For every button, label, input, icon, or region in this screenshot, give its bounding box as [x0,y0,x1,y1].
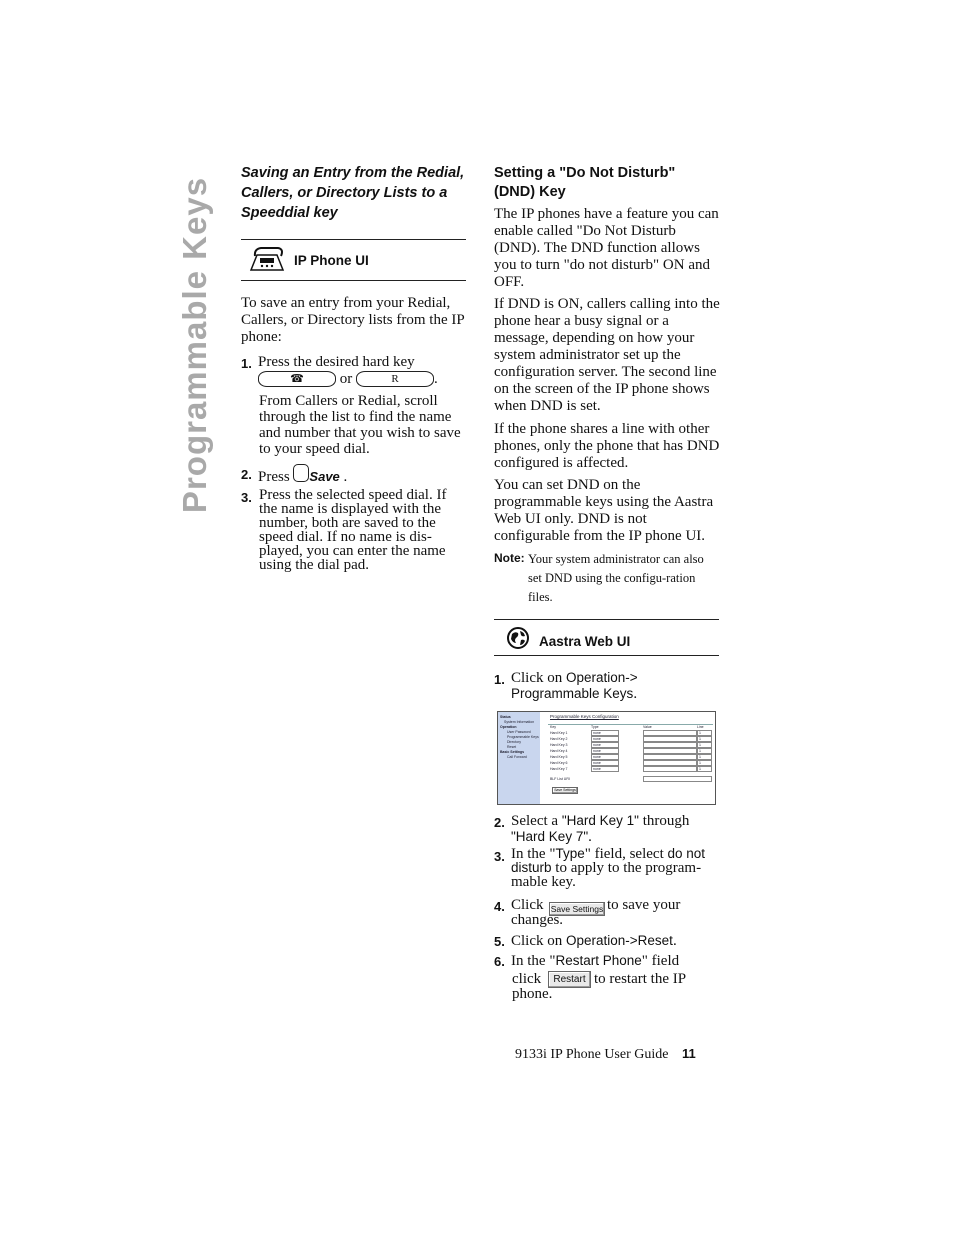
note-text: Your system administrator can also set DND using the configu-ration files. [528,552,704,604]
web-step4-rest-2: changes. [511,912,564,928]
step1-keys: ☎ or R . [258,371,470,388]
screenshot-save-settings-button[interactable]: Save Settings [552,787,578,794]
web-step6-rest-2: phone. [512,986,553,1002]
web-step1-text: Click on Operation-> Programmable Keys. [511,670,638,702]
line-value-7: 1 [699,767,701,771]
nav-reset: Reset [507,745,517,749]
side-tab-text: Programmable Keys [176,176,213,514]
web-step4-click: Click [511,897,544,913]
footer-guide-title: 9133i IP Phone User Guide [515,1047,669,1062]
right-rule-bottom [494,655,719,656]
col-value: Value [643,725,652,729]
ip-phone-ui-label: IP Phone UI [294,253,369,268]
nav-call-forward: Call Forward [507,755,527,759]
type-value-2: none [593,737,601,741]
save-settings-button[interactable]: Save Settings [550,904,604,914]
right-rule-top [494,619,719,620]
row-hard-key-6: Hard Key 6 [550,761,568,765]
line-value-6: 1 [699,761,701,765]
right-heading: Setting a "Do Not Disturb" (DND) Key [494,165,676,200]
web-step6-number: 6. [494,954,505,969]
col-key: Key [550,725,557,729]
line-value-4: 1 [699,749,701,753]
step3-text: Press the selected speed dial. If the name is displayed with the number, both are saved to the speed dial. If no name is dis-played, you can enter the name using the dial pad. [259,487,447,573]
operation-reset-ref: Operation->Reset [566,933,673,948]
row-hard-key-2: Hard Key 2 [550,737,568,741]
side-tab-title [160,170,230,520]
nav-basic-settings: Basic Settings [500,750,525,754]
aastra-web-ui-label: Aastra Web UI [539,634,631,649]
nav-user-password: User Password [507,730,531,734]
nav-operation: Operation [500,725,517,729]
web-step5-number: 5. [494,934,505,949]
note-label: Note: [494,551,525,565]
web-step6-click: click [512,971,542,987]
nav-directory: Directory [507,740,522,744]
row-hard-key-4: Hard Key 4 [550,749,568,753]
row-hard-key-7: Hard Key 7 [550,767,568,771]
step2-press: Press [258,469,290,485]
screenshot-title: Programmable Keys Configuration [550,714,619,719]
web-step1-number: 1. [494,672,505,687]
col-line: Line [697,725,704,729]
line-value-3: 1 [699,743,701,747]
row-hard-key-1: Hard Key 1 [550,731,568,735]
hard-key-7-ref: "Hard Key 7" [511,829,589,844]
line-value-1: 1 [699,731,701,735]
step3-number: 3. [241,490,252,505]
nav-programmable-keys: Programmable Keys [507,735,539,739]
web-step6-rest-1: to restart the IP [594,971,687,987]
type-value-3: none [593,743,601,747]
screenshot-header-rule [548,724,713,725]
left-heading: Saving an Entry from the Redial, Callers, or Directory Lists to a Speeddial key [241,165,465,221]
row-hard-key-5: Hard Key 5 [550,755,568,759]
dnd-paragraph-2: If DND is ON, callers calling into the phone hear a busy signal or a message, depending on how your system administrator set up the configuration server. The second line on the screen of the IP phone shows when DND is set. [494,296,720,414]
dnd-paragraph-1: The IP phones have a feature you can enable called "Do Not Disturb (DND). The DND function allows you to turn "do not disturb" ON and OFF. [494,206,719,290]
globe-icon [506,626,530,650]
type-value-5: none [593,755,601,759]
restart-phone-ref: Restart Phone [555,953,642,968]
web-step6-line1: In the "Restart Phone" field [511,953,680,969]
line-value-2: 1 [699,737,701,741]
footer [515,1046,696,1063]
line-value-5: 1 [699,755,701,759]
row-hard-key-3: Hard Key 3 [550,743,568,747]
left-intro: To save an entry from your Redial, Callers, or Directory lists from the IP phone: [241,295,465,345]
web-step5-text: Click on Operation->Reset. [511,933,677,949]
phone-icon [248,246,286,274]
web-step3-number: 3. [494,849,505,864]
web-step4-number: 4. [494,899,505,914]
web-step2-number: 2. [494,815,505,830]
value-field-7[interactable] [643,766,697,772]
web-step4-rest-1: to save your [607,897,681,913]
web-step3-text: In the "Type" field, select do not disturb to apply to the program-mable key. [511,846,706,890]
step1-or: or [339,371,353,387]
page-number: 11 [681,1046,696,1061]
menu-path-programmable-keys: Operation-> Programmable Keys [511,670,638,701]
type-value-1: none [593,731,601,735]
blf-list-uri-label: BLF List URI [550,777,570,781]
dnd-paragraph-3: If the phone shares a line with other phones, only the phone that has DND configured is affected. [494,421,720,471]
callers-hard-key-icon: ☎ [258,371,336,387]
left-rule-top [241,239,466,240]
blf-list-uri-field[interactable] [643,776,712,782]
step1-number: 1. [241,356,252,371]
nav-system-information: System Information [504,720,535,724]
do-not-disturb-ref: do not disturb [511,846,706,875]
type-value-4: none [593,749,601,753]
col-type: Type [591,725,599,729]
redial-hard-key-icon: R [356,371,434,387]
save-softkey-label: Save [309,469,340,484]
type-field-ref: Type [555,846,585,861]
type-value-7: none [593,767,601,771]
step1-line1: Press the desired hard key [258,354,415,370]
hard-key-1-ref: "Hard Key 1" [561,813,639,828]
step2-number: 2. [241,467,252,482]
nav-status: Status [500,715,511,719]
restart-button[interactable]: Restart [548,971,591,988]
dnd-paragraph-4: You can set DND on the programmable keys using the Aastra Web UI only. DND is not configurable from the IP phone UI. [494,477,714,544]
type-value-6: none [593,761,601,765]
web-step2-text: Select a "Hard Key 1" through "Hard Key 7". [511,813,690,845]
step2-text: Press Save . [258,464,347,486]
left-rule-bottom [241,280,466,281]
programmable-keys-screenshot [497,711,716,805]
save-softkey-icon [293,464,309,482]
step1-detail: From Callers or Redial, scroll through the list to find the name and number that you wish to save to your speed dial. [259,393,461,457]
